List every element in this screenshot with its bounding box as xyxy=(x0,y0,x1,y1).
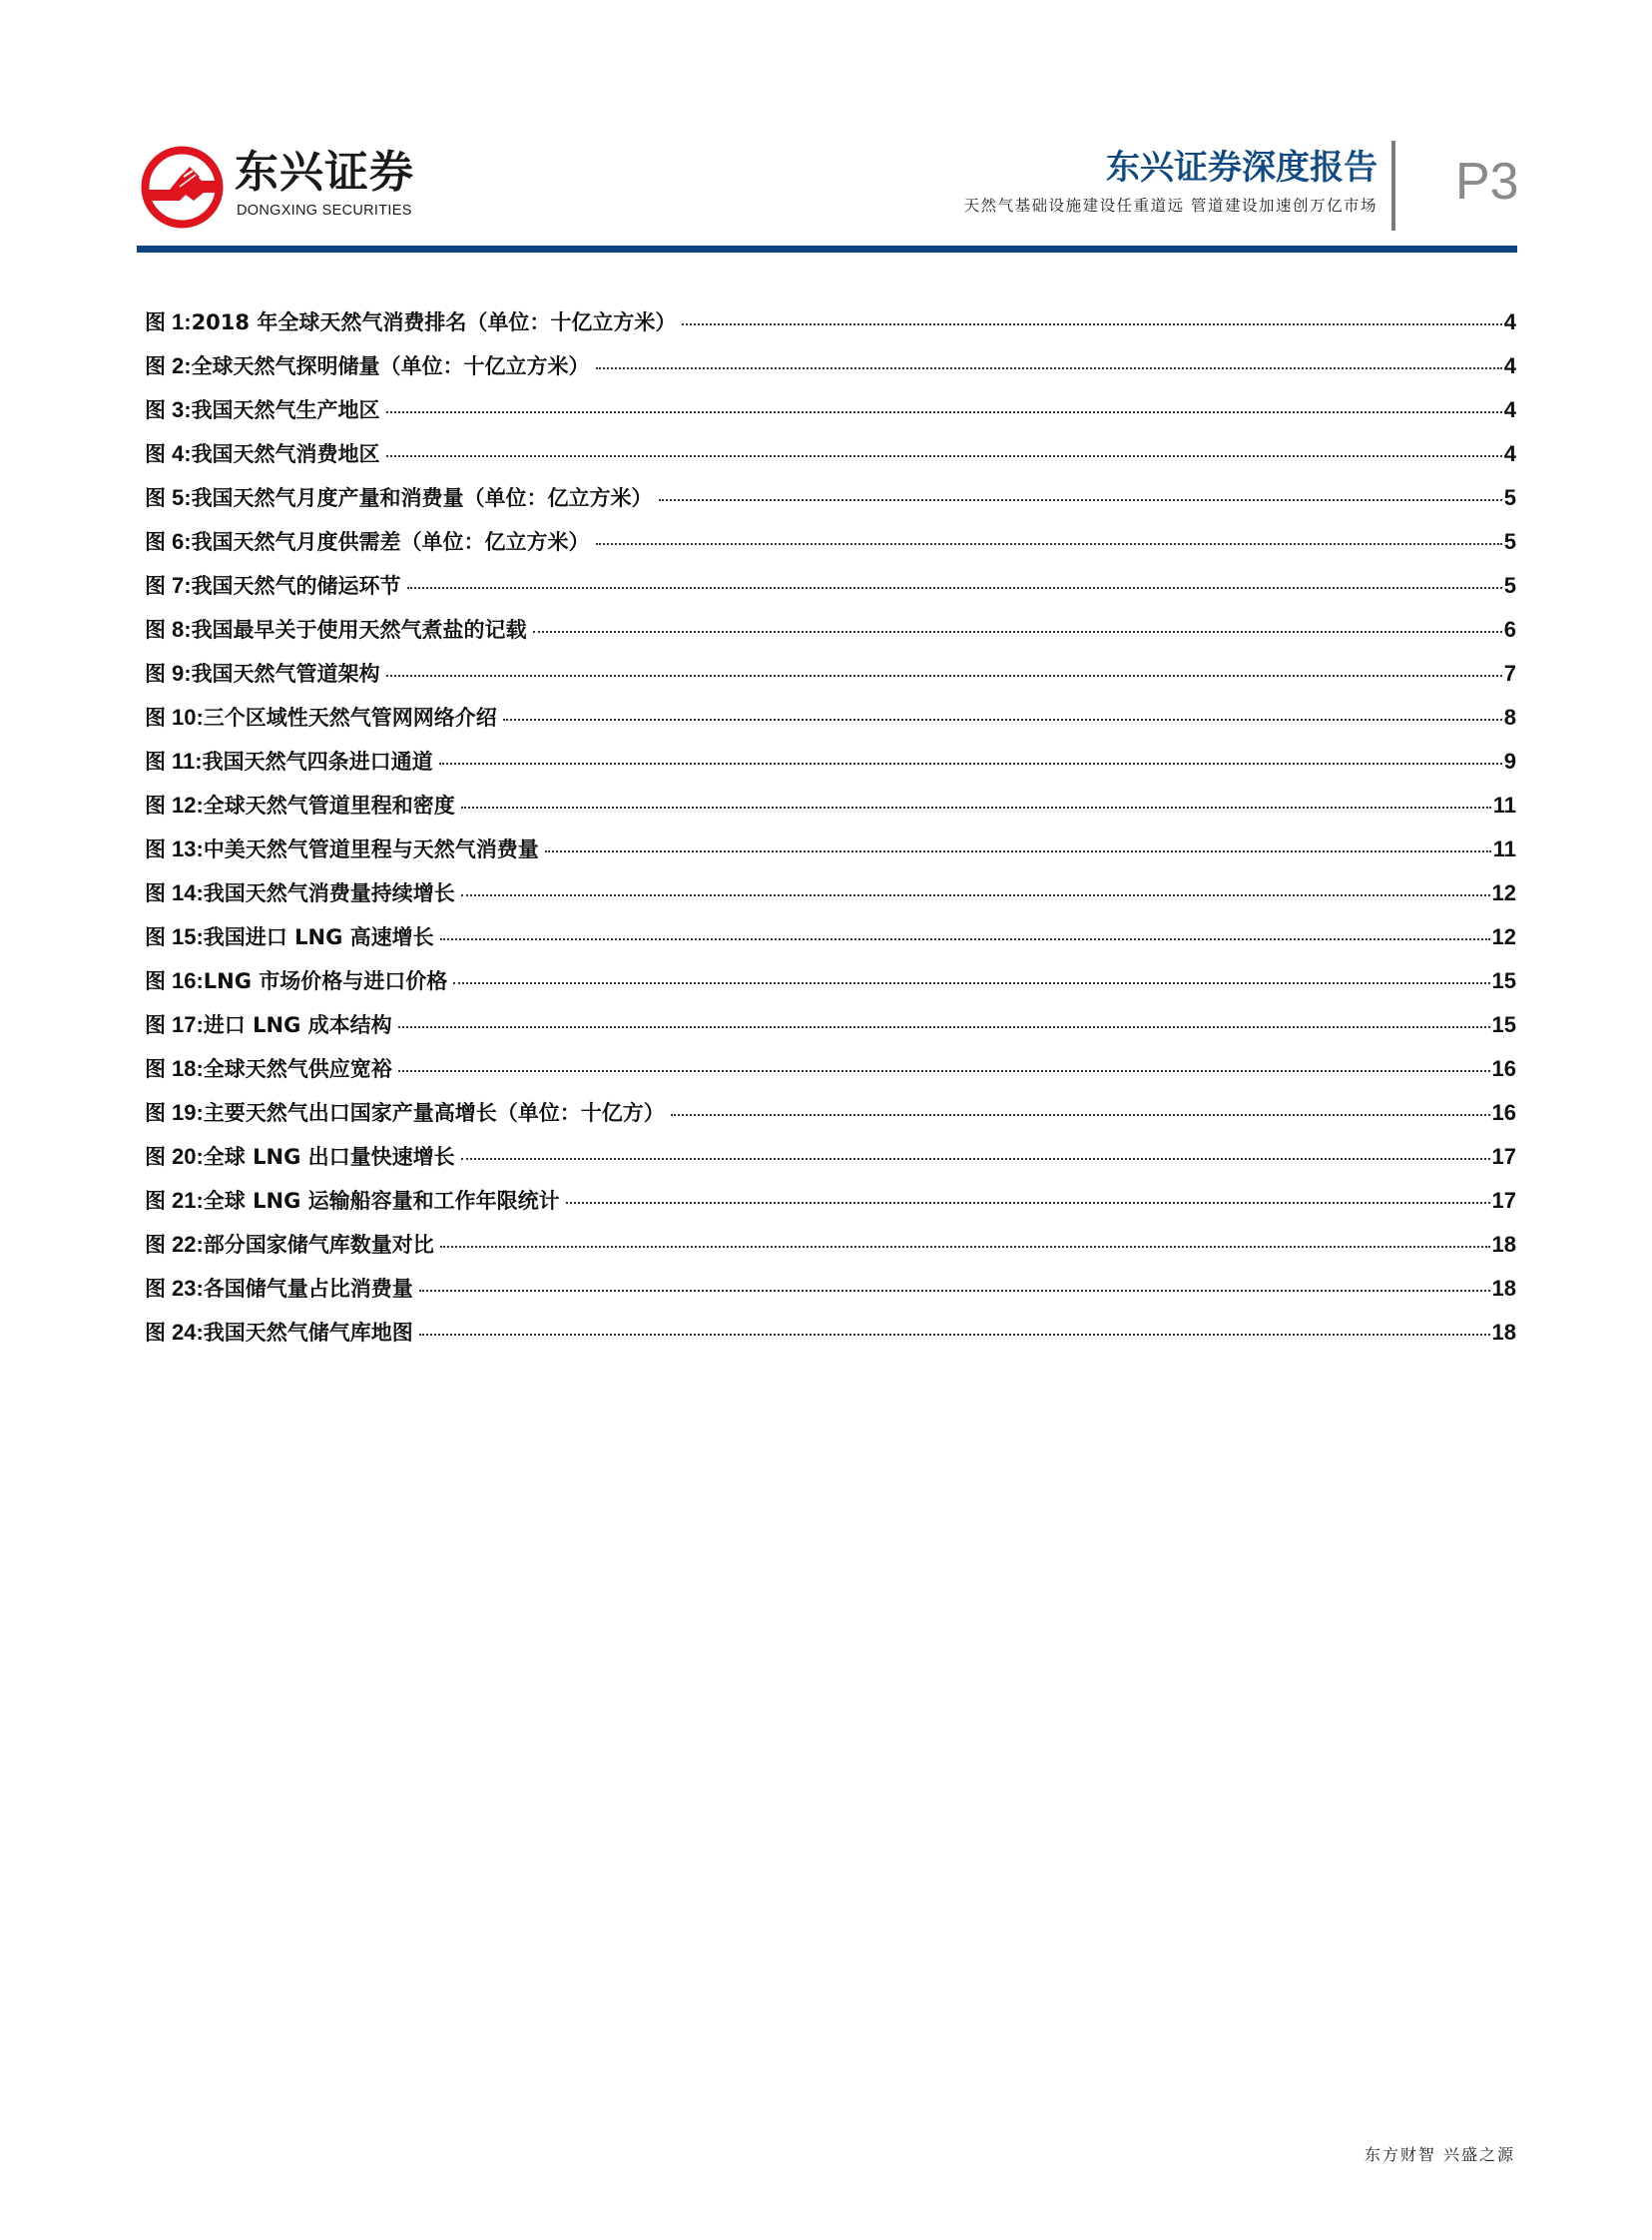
toc-page-number[interactable]: 18 xyxy=(1491,1320,1516,1345)
toc-entry[interactable] xyxy=(145,702,1516,746)
toc-prefix: 图 xyxy=(145,486,166,510)
dot-leader xyxy=(566,1202,1490,1204)
toc-entry[interactable] xyxy=(145,658,1516,702)
header-rule xyxy=(137,246,1517,253)
toc-page-number[interactable]: 18 xyxy=(1491,1276,1516,1301)
toc-number: 8: xyxy=(172,617,192,642)
toc-page-number[interactable]: 6 xyxy=(1503,617,1516,642)
toc-page-number[interactable]: 4 xyxy=(1503,397,1516,422)
toc-number: 21: xyxy=(172,1188,204,1213)
dot-leader xyxy=(386,675,1502,677)
toc-entry[interactable] xyxy=(145,921,1516,965)
toc-prefix: 图 xyxy=(145,1057,166,1081)
toc-title: 各国储气量占比消费量 xyxy=(203,1277,413,1301)
toc-number: 2: xyxy=(172,353,192,378)
toc-number: 9: xyxy=(172,661,192,686)
toc-entry[interactable] xyxy=(145,965,1516,1009)
logo-name-cn: 东兴证券 xyxy=(235,147,414,198)
toc-number: 5: xyxy=(172,485,192,510)
toc-number: 22: xyxy=(172,1232,204,1257)
toc-prefix: 图 xyxy=(145,969,166,993)
toc-number: 1: xyxy=(172,309,192,334)
dot-leader xyxy=(596,543,1502,545)
toc-title: 我国天然气的储运环节 xyxy=(191,574,401,598)
toc-title: 我国天然气储气库地图 xyxy=(203,1321,413,1345)
dot-leader xyxy=(407,587,1502,589)
toc-prefix: 图 xyxy=(145,662,166,686)
toc-page-number[interactable]: 12 xyxy=(1491,880,1516,905)
toc-page-number[interactable]: 17 xyxy=(1491,1188,1516,1213)
toc-number: 4: xyxy=(172,441,192,466)
toc-number: 24: xyxy=(172,1320,204,1345)
toc-number: 17: xyxy=(172,1012,204,1037)
dot-leader xyxy=(659,499,1502,501)
toc-page-number[interactable]: 11 xyxy=(1492,793,1516,818)
toc-title: 中美天然气管道里程与天然气消费量 xyxy=(203,838,539,861)
toc-page-number[interactable]: 16 xyxy=(1491,1056,1516,1081)
report-title: 东兴证券深度报告 xyxy=(1106,148,1377,188)
toc-entry[interactable] xyxy=(145,482,1516,526)
toc-prefix: 图 xyxy=(145,442,166,466)
toc-prefix: 图 xyxy=(145,530,166,554)
toc-prefix: 图 xyxy=(145,1277,166,1301)
dot-leader xyxy=(671,1114,1490,1116)
logo-name-en: DONGXING SECURITIES xyxy=(237,203,412,219)
page-number-badge: P3 xyxy=(1455,153,1519,211)
toc-title: 我国天然气管道架构 xyxy=(191,662,380,686)
toc-page-number[interactable]: 16 xyxy=(1491,1100,1516,1125)
toc-page-number[interactable]: 8 xyxy=(1503,705,1516,730)
toc-title: 全球天然气探明储量（单位：十亿立方米） xyxy=(191,354,590,378)
toc-title: 我国进口 LNG 高速增长 xyxy=(203,925,434,949)
toc-entry[interactable] xyxy=(145,877,1516,921)
toc-number: 15: xyxy=(172,924,204,949)
toc-prefix: 图 xyxy=(145,838,166,861)
toc-page-number[interactable]: 4 xyxy=(1503,309,1516,334)
toc-entry[interactable] xyxy=(145,834,1516,877)
toc-entry[interactable] xyxy=(145,790,1516,834)
toc-prefix: 图 xyxy=(145,310,166,334)
toc-number: 20: xyxy=(172,1144,204,1169)
toc-entry[interactable] xyxy=(145,306,1516,350)
toc-entry[interactable] xyxy=(145,350,1516,394)
toc-entry[interactable] xyxy=(145,746,1516,790)
toc-number: 13: xyxy=(172,837,204,861)
toc-prefix: 图 xyxy=(145,1189,166,1213)
toc-page-number[interactable]: 18 xyxy=(1491,1232,1516,1257)
toc-entry[interactable] xyxy=(145,614,1516,658)
dot-leader xyxy=(440,938,1490,940)
dot-leader xyxy=(545,850,1491,852)
toc-entry[interactable] xyxy=(145,1141,1516,1185)
toc-title: 我国天然气月度产量和消费量（单位：亿立方米） xyxy=(191,486,653,510)
toc-page-number[interactable]: 11 xyxy=(1492,837,1516,861)
toc-prefix: 图 xyxy=(145,354,166,378)
dot-leader xyxy=(440,1246,1490,1248)
toc-prefix: 图 xyxy=(145,794,166,818)
dot-leader xyxy=(596,367,1502,369)
toc-entry[interactable] xyxy=(145,438,1516,482)
dot-leader xyxy=(398,1026,1490,1028)
toc-entry[interactable] xyxy=(145,526,1516,570)
dot-leader xyxy=(453,982,1489,984)
header-divider xyxy=(1391,141,1395,231)
toc-page-number[interactable]: 4 xyxy=(1503,353,1516,378)
toc-title: 2018 年全球天然气消费排名（单位：十亿立方米） xyxy=(191,310,677,334)
toc-number: 18: xyxy=(172,1056,204,1081)
dot-leader xyxy=(461,807,1491,809)
toc-page-number[interactable]: 7 xyxy=(1503,661,1516,686)
toc-entry[interactable] xyxy=(145,1097,1516,1141)
toc-title: 全球 LNG 运输船容量和工作年限统计 xyxy=(203,1189,560,1213)
toc-number: 10: xyxy=(172,705,204,730)
toc-title: 我国天然气月度供需差（单位：亿立方米） xyxy=(191,530,590,554)
dot-leader xyxy=(419,1290,1490,1292)
toc-title: 我国天然气生产地区 xyxy=(191,398,380,422)
toc-page-number[interactable]: 12 xyxy=(1491,924,1516,949)
toc-title: 三个区域性天然气管网网络介绍 xyxy=(203,706,497,730)
toc-number: 11: xyxy=(172,749,203,774)
toc-number: 12: xyxy=(172,793,204,818)
toc-prefix: 图 xyxy=(145,398,166,422)
toc-title: 我国天然气消费地区 xyxy=(191,442,380,466)
toc-prefix: 图 xyxy=(145,1233,166,1257)
toc-title: 全球天然气管道里程和密度 xyxy=(203,794,455,818)
dot-leader xyxy=(386,411,1502,413)
toc-number: 14: xyxy=(172,880,204,905)
toc-title: 我国最早关于使用天然气煮盐的记载 xyxy=(191,618,527,642)
dongxing-logo-icon xyxy=(140,145,225,230)
toc-page-number[interactable]: 9 xyxy=(1503,749,1516,774)
toc-page-number[interactable]: 4 xyxy=(1503,441,1516,466)
dot-leader xyxy=(386,455,1502,457)
toc-entry[interactable] xyxy=(145,570,1516,614)
toc-prefix: 图 xyxy=(145,706,166,730)
toc-page-number[interactable]: 15 xyxy=(1491,968,1516,993)
company-logo xyxy=(140,145,414,230)
dot-leader xyxy=(461,1158,1490,1160)
report-subtitle: 天然气基础设施建设任重道远 管道建设加速创万亿市场 xyxy=(963,197,1377,215)
toc-title: 主要天然气出口国家产量高增长（单位：十亿方） xyxy=(203,1101,665,1125)
toc-page-number[interactable]: 5 xyxy=(1503,529,1516,554)
toc-prefix: 图 xyxy=(145,1321,166,1345)
toc-title: 进口 LNG 成本结构 xyxy=(203,1013,392,1037)
toc-entry[interactable] xyxy=(145,394,1516,438)
dot-leader xyxy=(533,631,1502,633)
toc-title: 全球 LNG 出口量快速增长 xyxy=(203,1145,455,1169)
toc-entry[interactable] xyxy=(145,1009,1516,1053)
toc-number: 3: xyxy=(172,397,192,422)
dot-leader xyxy=(398,1070,1490,1072)
toc-prefix: 图 xyxy=(145,1145,166,1169)
dot-leader xyxy=(439,763,1502,765)
toc-page-number[interactable]: 5 xyxy=(1503,573,1516,598)
figure-table-of-contents xyxy=(145,306,1516,1361)
toc-title: 部分国家储气库数量对比 xyxy=(203,1233,434,1257)
footer-motto: 东方财智 兴盛之源 xyxy=(1364,2145,1515,2164)
toc-prefix: 图 xyxy=(145,1101,166,1125)
toc-prefix: 图 xyxy=(145,618,166,642)
toc-number: 7: xyxy=(172,573,192,598)
toc-prefix: 图 xyxy=(145,750,166,774)
dot-leader xyxy=(419,1334,1490,1336)
toc-entry[interactable] xyxy=(145,1053,1516,1097)
toc-number: 6: xyxy=(172,529,192,554)
toc-prefix: 图 xyxy=(145,1013,166,1037)
dot-leader xyxy=(461,894,1490,896)
toc-number: 19: xyxy=(172,1100,204,1125)
toc-title: LNG 市场价格与进口价格 xyxy=(203,969,448,993)
toc-title: 我国天然气四条进口通道 xyxy=(202,750,433,774)
toc-page-number[interactable]: 15 xyxy=(1491,1012,1516,1037)
dot-leader xyxy=(682,323,1501,325)
toc-entry[interactable] xyxy=(145,1185,1516,1229)
toc-page-number[interactable]: 5 xyxy=(1503,485,1516,510)
toc-title: 全球天然气供应宽裕 xyxy=(203,1057,392,1081)
toc-entry[interactable] xyxy=(145,1317,1516,1361)
dot-leader xyxy=(503,719,1502,721)
toc-entry[interactable] xyxy=(145,1273,1516,1317)
toc-entry[interactable] xyxy=(145,1229,1516,1273)
toc-page-number[interactable]: 17 xyxy=(1491,1144,1516,1169)
toc-number: 16: xyxy=(172,968,204,993)
toc-prefix: 图 xyxy=(145,574,166,598)
toc-prefix: 图 xyxy=(145,881,166,905)
page-header xyxy=(0,0,1652,260)
toc-number: 23: xyxy=(172,1276,204,1301)
toc-prefix: 图 xyxy=(145,925,166,949)
toc-title: 我国天然气消费量持续增长 xyxy=(203,881,455,905)
